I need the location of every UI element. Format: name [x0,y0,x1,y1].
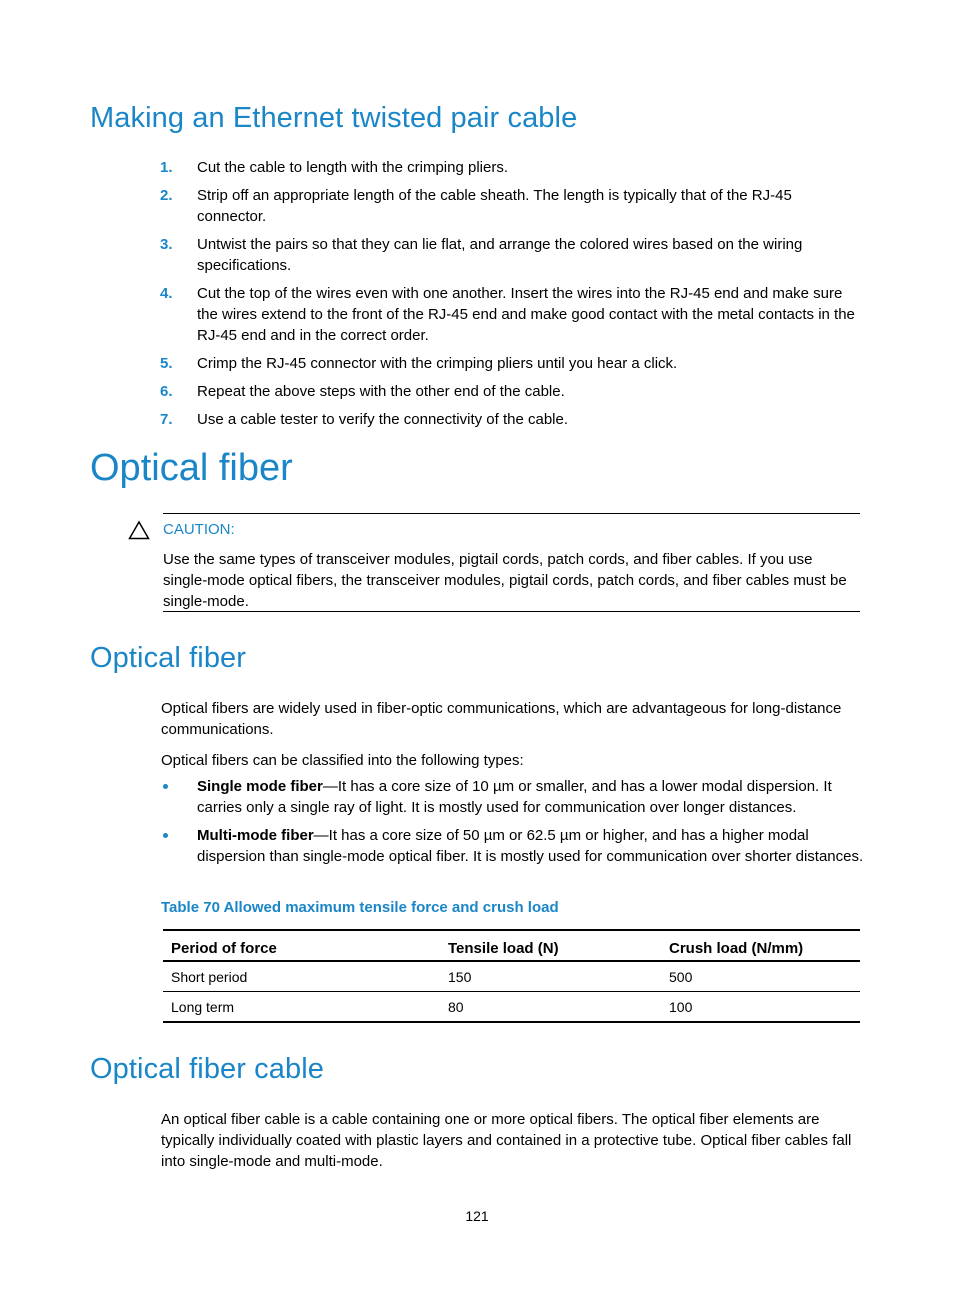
list-item [160,283,865,346]
list-item [161,825,865,867]
section-title-optical-fiber-cable: Optical fiber cable [90,1053,325,1085]
list-item [160,381,865,402]
fiber-types-list [161,776,865,874]
table-caption: Table 70 Allowed maximum tensile force and crush load [161,899,559,916]
column-header: Period of force [163,930,440,961]
optical-fiber-cable-text: An optical fiber cable is a cable containing one or more optical fibers. The optical fiber elements are typically individually coated with plastic layers and contained in a protective tube. Optical fiber cables fall into single-mode and multi-mode. [161,1111,852,1170]
bullet-text: —It has a core size of 50 µm or 62.5 µm or higher, and has a higher modal dispersion than single-mode optical fiber. It is mostly used for communication over shorter distances. [197,827,864,865]
table-row [163,961,860,992]
steps-list [160,157,865,437]
step-number: 1. [160,159,173,176]
caution-label: CAUTION: [163,521,235,538]
warning-triangle-icon [128,520,150,540]
bullet-icon [163,784,168,789]
table-row [163,992,860,1023]
list-item [160,353,865,374]
step-number: 6. [160,383,173,400]
step-number: 7. [160,411,173,428]
step-number: 3. [160,236,173,253]
column-header: Tensile load (N) [440,930,661,961]
list-item [160,409,865,430]
table-cell: 150 [440,961,661,992]
list-item [160,157,865,178]
section-title-twisted-pair: Making an Ethernet twisted pair cable [90,102,578,134]
list-item [161,776,865,818]
list-item [160,234,865,276]
table-cell: 500 [661,961,860,992]
step-text: Cut the top of the wires even with one another. Insert the wires into the RJ-45 end and make sure the wires extend to the front of the RJ-45 end and make good contact with the metal contacts in the RJ-45 end and in the correct order. [197,285,855,344]
step-number: 2. [160,187,173,204]
list-item [160,185,865,227]
table-header-row [163,930,860,961]
bullet-icon [163,833,168,838]
step-number: 5. [160,355,173,372]
table-cell: Long term [163,992,440,1023]
optical-fiber-intro: Optical fibers are widely used in fiber-optic communications, which are advantageous for long-distance communications. [161,700,842,738]
step-text: Untwist the pairs so that they can lie flat, and arrange the colored wires based on the wiring specifications. [197,236,803,274]
step-text: Crimp the RJ-45 connector with the crimping pliers until you hear a click. [197,355,678,372]
caution-box [163,513,860,612]
table-cell: 100 [661,992,860,1023]
step-text: Strip off an appropriate length of the cable sheath. The length is typically that of the RJ-45 connector. [197,187,792,225]
column-header: Crush load (N/mm) [661,930,860,961]
optical-fiber-types-intro: Optical fibers can be classified into the following types: [161,752,524,769]
caution-text: Use the same types of transceiver modules, pigtail cords, patch cords, and fiber cables. If you use single-mode optical fibers, the transceiver modules, pigtail cords, patch cords, and fiber cables must be single-mode. [163,551,847,610]
chapter-title: Optical fiber [90,447,293,489]
tensile-load-table [163,929,860,1023]
page-number: 121 [465,1208,489,1224]
bullet-text: —It has a core size of 10 µm or smaller, and has a lower modal dispersion. It carries only a single ray of light. It is mostly used for communication over longer distances. [197,778,832,816]
step-text: Use a cable tester to verify the connectivity of the cable. [197,411,569,428]
step-text: Repeat the above steps with the other end of the cable. [197,383,565,400]
table-cell: 80 [440,992,661,1023]
bullet-term: Single mode fiber [197,778,323,795]
step-number: 4. [160,285,173,302]
step-text: Cut the cable to length with the crimping pliers. [197,159,508,176]
bullet-term: Multi-mode fiber [197,827,314,844]
section-title-optical-fiber: Optical fiber [90,642,247,674]
table-cell: Short period [163,961,440,992]
